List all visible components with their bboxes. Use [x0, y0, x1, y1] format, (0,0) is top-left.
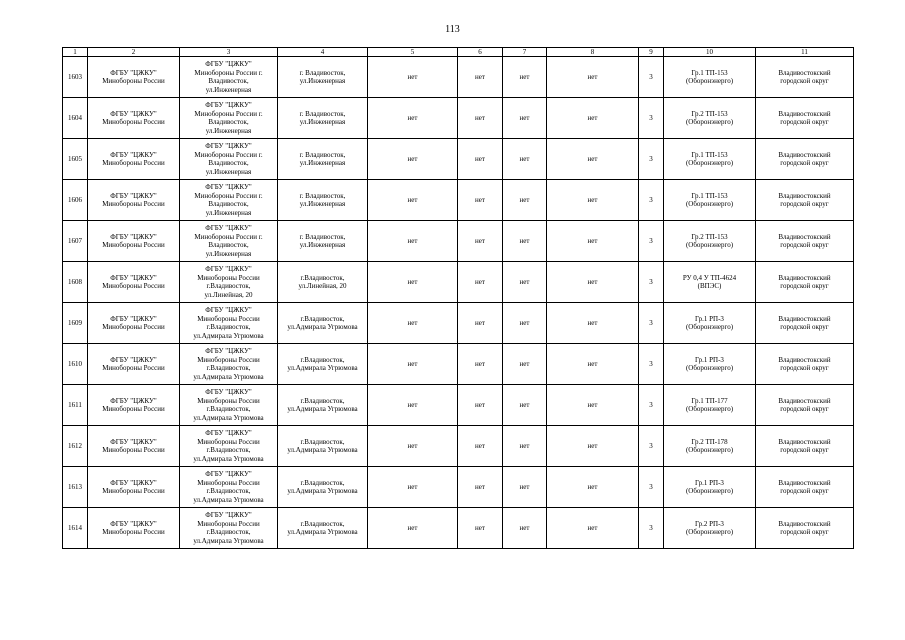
col6-cell	[458, 180, 503, 221]
col9-text: 3	[649, 113, 653, 122]
col9-cell	[639, 508, 664, 549]
row-number-text: 1607	[68, 236, 82, 245]
address-cell	[278, 344, 368, 385]
col7-text: нет	[519, 400, 530, 409]
district-cell	[756, 262, 854, 303]
district-cell	[756, 385, 854, 426]
col5-cell	[368, 180, 458, 221]
col5-cell	[368, 426, 458, 467]
organization-text: ФГБУ "ЦЖКУ" Минобороны России	[102, 191, 165, 208]
address-text: г.Владивосток, ул.Адмирала Угрюмова	[287, 396, 358, 413]
col7-text: нет	[519, 523, 530, 532]
power-source-cell	[664, 57, 756, 98]
address-text: г. Владивосток, ул.Инженерная	[299, 150, 346, 167]
col9-text: 3	[649, 441, 653, 450]
address-cell	[278, 221, 368, 262]
column-header: 6	[458, 48, 503, 57]
row-number-text: 1614	[68, 523, 82, 532]
col5-text: нет	[407, 400, 418, 409]
power-source-cell	[664, 262, 756, 303]
table-row	[63, 139, 854, 180]
address-text: г.Владивосток, ул.Адмирала Угрюмова	[287, 355, 358, 372]
col8-text: нет	[587, 236, 598, 245]
col8-cell	[547, 98, 639, 139]
col5-text: нет	[407, 359, 418, 368]
col7-text: нет	[519, 482, 530, 491]
address-text: г.Владивосток, ул.Адмирала Угрюмова	[287, 519, 358, 536]
power-source-text: Гр.2 ТП-153 (Оборонэнерго)	[685, 109, 734, 126]
col6-cell	[458, 139, 503, 180]
col8-cell	[547, 57, 639, 98]
col6-text: нет	[475, 113, 485, 122]
address-cell	[278, 57, 368, 98]
col9-text: 3	[649, 359, 653, 368]
table-row	[63, 467, 854, 508]
address-text: г. Владивосток, ул.Инженерная	[299, 68, 346, 85]
owner-cell	[180, 344, 278, 385]
organization-text: ФГБУ "ЦЖКУ" Минобороны России	[102, 232, 165, 249]
district-text: Владивостокский городской округ	[778, 355, 831, 372]
row-number-text: 1606	[68, 195, 82, 204]
district-cell	[756, 303, 854, 344]
col5-text: нет	[407, 154, 418, 163]
col8-text: нет	[587, 195, 598, 204]
col9-text: 3	[649, 318, 653, 327]
power-source-text: Гр.1 ТП-153 (Оборонэнерго)	[685, 68, 734, 85]
power-source-text: Гр.2 ТП-178 (Оборонэнерго)	[685, 437, 734, 454]
column-header: 8	[547, 48, 639, 57]
col8-text: нет	[587, 154, 598, 163]
col5-cell	[368, 344, 458, 385]
owner-cell	[180, 139, 278, 180]
col9-cell	[639, 385, 664, 426]
district-text: Владивостокский городской округ	[778, 396, 831, 413]
owner-text: ФГБУ "ЦЖКУ" Минобороны России г.Владивосток, ул.Адмирала Угрюмова	[193, 470, 264, 504]
owner-text: ФГБУ "ЦЖКУ" Минобороны России г.Владивосток, ул.Адмирала Угрюмова	[193, 388, 264, 422]
power-source-text: Гр.1 РП-3 (Оборонэнерго)	[685, 478, 734, 495]
owner-text: ФГБУ "ЦЖКУ" Минобороны России г.Владивосток, ул.Адмирала Угрюмова	[193, 347, 264, 381]
power-source-text: Гр.1 ТП-153 (Оборонэнерго)	[685, 150, 734, 167]
power-source-text: Гр.1 ТП-177 (Оборонэнерго)	[685, 396, 734, 413]
power-source-cell	[664, 467, 756, 508]
col7-text: нет	[519, 318, 530, 327]
col8-text: нет	[587, 359, 598, 368]
col6-text: нет	[475, 195, 485, 204]
col9-text: 3	[649, 72, 653, 81]
column-header: 2	[88, 48, 180, 57]
district-text: Владивостокский городской округ	[778, 109, 831, 126]
district-text: Владивостокский городской округ	[778, 273, 831, 290]
power-source-cell	[664, 98, 756, 139]
col7-cell	[503, 385, 547, 426]
row-number-cell	[63, 385, 88, 426]
column-header: 9	[639, 48, 664, 57]
col9-cell	[639, 303, 664, 344]
owner-cell	[180, 303, 278, 344]
row-number-text: 1605	[68, 154, 82, 163]
power-source-text: РУ 0,4 У ТП-4624 (ВПЭС)	[682, 273, 737, 290]
column-header: 1	[63, 48, 88, 57]
table-row	[63, 303, 854, 344]
organization-cell	[88, 139, 180, 180]
col9-cell	[639, 467, 664, 508]
col6-cell	[458, 344, 503, 385]
owner-cell	[180, 98, 278, 139]
power-source-text: Гр.2 ТП-153 (Оборонэнерго)	[685, 232, 734, 249]
organization-text: ФГБУ "ЦЖКУ" Минобороны России	[102, 396, 165, 413]
col5-cell	[368, 221, 458, 262]
organization-cell	[88, 180, 180, 221]
row-number-cell	[63, 303, 88, 344]
col7-cell	[503, 467, 547, 508]
col5-cell	[368, 467, 458, 508]
col7-text: нет	[519, 154, 530, 163]
row-number-cell	[63, 467, 88, 508]
district-text: Владивостокский городской округ	[778, 437, 831, 454]
col5-cell	[368, 262, 458, 303]
col7-text: нет	[519, 236, 530, 245]
address-text: г.Владивосток, ул.Адмирала Угрюмова	[287, 437, 358, 454]
registry-table	[62, 47, 854, 549]
col7-cell	[503, 262, 547, 303]
col6-text: нет	[475, 72, 485, 81]
col5-text: нет	[407, 236, 418, 245]
power-source-cell	[664, 180, 756, 221]
row-number-cell	[63, 57, 88, 98]
organization-cell	[88, 344, 180, 385]
row-number-cell	[63, 139, 88, 180]
col6-cell	[458, 385, 503, 426]
col9-cell	[639, 262, 664, 303]
row-number-text: 1612	[68, 441, 82, 450]
power-source-cell	[664, 139, 756, 180]
col9-text: 3	[649, 400, 653, 409]
col6-cell	[458, 98, 503, 139]
col9-cell	[639, 426, 664, 467]
col6-text: нет	[475, 441, 485, 450]
table-body	[63, 57, 854, 549]
organization-text: ФГБУ "ЦЖКУ" Минобороны России	[102, 355, 165, 372]
col8-cell	[547, 344, 639, 385]
col9-cell	[639, 221, 664, 262]
district-text: Владивостокский городской округ	[778, 68, 831, 85]
owner-text: ФГБУ "ЦЖКУ" Минобороны России г. Владивосток, ул.Инженерная	[194, 101, 263, 135]
col8-text: нет	[587, 400, 598, 409]
owner-text: ФГБУ "ЦЖКУ" Минобороны России г. Владивосток, ул.Инженерная	[194, 183, 263, 217]
col7-cell	[503, 57, 547, 98]
address-cell	[278, 508, 368, 549]
column-header: 10	[664, 48, 756, 57]
col8-cell	[547, 262, 639, 303]
col9-text: 3	[649, 482, 653, 491]
col7-cell	[503, 180, 547, 221]
district-text: Владивостокский городской округ	[778, 191, 831, 208]
power-source-cell	[664, 344, 756, 385]
col6-cell	[458, 467, 503, 508]
col6-cell	[458, 221, 503, 262]
col8-text: нет	[587, 277, 598, 286]
district-cell	[756, 180, 854, 221]
address-cell	[278, 426, 368, 467]
district-text: Владивостокский городской округ	[778, 478, 831, 495]
organization-text: ФГБУ "ЦЖКУ" Минобороны России	[102, 109, 165, 126]
col5-cell	[368, 303, 458, 344]
district-cell	[756, 467, 854, 508]
owner-cell	[180, 426, 278, 467]
table-row	[63, 221, 854, 262]
power-source-text: Гр.1 РП-3 (Оборонэнерго)	[685, 355, 734, 372]
col8-text: нет	[587, 482, 598, 491]
district-text: Владивостокский городской округ	[778, 150, 831, 167]
owner-cell	[180, 180, 278, 221]
col8-text: нет	[587, 523, 598, 532]
col7-text: нет	[519, 113, 530, 122]
power-source-text: Гр.2 РП-3 (Оборонэнерго)	[685, 519, 734, 536]
col7-cell	[503, 98, 547, 139]
col8-cell	[547, 508, 639, 549]
col8-text: нет	[587, 441, 598, 450]
address-cell	[278, 180, 368, 221]
district-cell	[756, 221, 854, 262]
col9-cell	[639, 139, 664, 180]
row-number-text: 1603	[68, 72, 82, 81]
col5-text: нет	[407, 195, 418, 204]
col9-cell	[639, 57, 664, 98]
col9-text: 3	[649, 523, 653, 532]
col8-cell	[547, 426, 639, 467]
col7-text: нет	[519, 72, 530, 81]
row-number-text: 1613	[68, 482, 82, 491]
col5-cell	[368, 385, 458, 426]
table-row	[63, 262, 854, 303]
owner-cell	[180, 57, 278, 98]
col7-cell	[503, 139, 547, 180]
col5-cell	[368, 508, 458, 549]
col7-cell	[503, 221, 547, 262]
col6-cell	[458, 426, 503, 467]
address-cell	[278, 385, 368, 426]
address-cell	[278, 262, 368, 303]
col5-text: нет	[407, 318, 418, 327]
owner-cell	[180, 262, 278, 303]
col6-text: нет	[475, 400, 485, 409]
col7-cell	[503, 508, 547, 549]
organization-cell	[88, 303, 180, 344]
col5-cell	[368, 139, 458, 180]
organization-cell	[88, 262, 180, 303]
col6-text: нет	[475, 236, 485, 245]
col6-text: нет	[475, 277, 485, 286]
col5-cell	[368, 98, 458, 139]
col5-text: нет	[407, 277, 418, 286]
owner-text: ФГБУ "ЦЖКУ" Минобороны России г. Владивосток, ул.Инженерная	[194, 224, 263, 258]
district-cell	[756, 57, 854, 98]
power-source-cell	[664, 303, 756, 344]
owner-text: ФГБУ "ЦЖКУ" Минобороны России г.Владивосток, ул.Адмирала Угрюмова	[193, 429, 264, 463]
col8-cell	[547, 180, 639, 221]
owner-cell	[180, 385, 278, 426]
column-header: 7	[503, 48, 547, 57]
power-source-text: Гр.1 РП-3 (Оборонэнерго)	[685, 314, 734, 331]
column-header: 3	[180, 48, 278, 57]
col5-cell	[368, 57, 458, 98]
district-text: Владивостокский городской округ	[778, 232, 831, 249]
col6-text: нет	[475, 318, 485, 327]
row-number-text: 1610	[68, 359, 82, 368]
col6-cell	[458, 57, 503, 98]
address-cell	[278, 98, 368, 139]
col8-text: нет	[587, 113, 598, 122]
row-number-text: 1611	[68, 400, 82, 409]
column-header: 11	[756, 48, 854, 57]
address-text: г.Владивосток, ул.Адмирала Угрюмова	[287, 314, 358, 331]
power-source-cell	[664, 426, 756, 467]
col8-cell	[547, 303, 639, 344]
organization-cell	[88, 98, 180, 139]
organization-text: ФГБУ "ЦЖКУ" Минобороны России	[102, 273, 165, 290]
col6-text: нет	[475, 359, 485, 368]
district-cell	[756, 98, 854, 139]
col8-text: нет	[587, 318, 598, 327]
header-row	[63, 48, 854, 57]
owner-text: ФГБУ "ЦЖКУ" Минобороны России г.Владивосток, ул.Адмирала Угрюмова	[193, 306, 264, 340]
organization-text: ФГБУ "ЦЖКУ" Минобороны России	[102, 150, 165, 167]
address-text: г. Владивосток, ул.Инженерная	[299, 232, 346, 249]
col8-cell	[547, 385, 639, 426]
row-number-cell	[63, 262, 88, 303]
row-number-text: 1604	[68, 113, 82, 122]
organization-cell	[88, 57, 180, 98]
col7-cell	[503, 303, 547, 344]
district-text: Владивостокский городской округ	[778, 519, 831, 536]
organization-cell	[88, 426, 180, 467]
power-source-cell	[664, 385, 756, 426]
col5-text: нет	[407, 482, 418, 491]
col5-text: нет	[407, 113, 418, 122]
row-number-cell	[63, 180, 88, 221]
address-cell	[278, 139, 368, 180]
col8-cell	[547, 139, 639, 180]
owner-text: ФГБУ "ЦЖКУ" Минобороны России г. Владивосток, ул.Инженерная	[194, 60, 263, 94]
col5-text: нет	[407, 441, 418, 450]
row-number-cell	[63, 426, 88, 467]
col9-text: 3	[649, 277, 653, 286]
district-cell	[756, 139, 854, 180]
organization-cell	[88, 385, 180, 426]
organization-text: ФГБУ "ЦЖКУ" Минобороны России	[102, 519, 165, 536]
table-row	[63, 180, 854, 221]
col9-cell	[639, 344, 664, 385]
address-cell	[278, 303, 368, 344]
organization-cell	[88, 467, 180, 508]
address-text: г.Владивосток, ул.Адмирала Угрюмова	[287, 478, 358, 495]
owner-text: ФГБУ "ЦЖКУ" Минобороны России г.Владивосток, ул.Линейная, 20	[197, 265, 260, 299]
owner-text: ФГБУ "ЦЖКУ" Минобороны России г.Владивосток, ул.Адмирала Угрюмова	[193, 511, 264, 545]
table-row	[63, 344, 854, 385]
col7-text: нет	[519, 277, 530, 286]
column-header: 4	[278, 48, 368, 57]
col9-cell	[639, 180, 664, 221]
address-cell	[278, 467, 368, 508]
col9-text: 3	[649, 236, 653, 245]
organization-text: ФГБУ "ЦЖКУ" Минобороны России	[102, 68, 165, 85]
address-text: г. Владивосток, ул.Инженерная	[299, 191, 346, 208]
row-number-cell	[63, 508, 88, 549]
col8-text: нет	[587, 72, 598, 81]
col6-cell	[458, 508, 503, 549]
col6-text: нет	[475, 523, 485, 532]
organization-text: ФГБУ "ЦЖКУ" Минобороны России	[102, 478, 165, 495]
owner-text: ФГБУ "ЦЖКУ" Минобороны России г. Владивосток, ул.Инженерная	[194, 142, 263, 176]
column-header: 5	[368, 48, 458, 57]
col9-cell	[639, 98, 664, 139]
organization-text: ФГБУ "ЦЖКУ" Минобороны России	[102, 437, 165, 454]
col9-text: 3	[649, 195, 653, 204]
organization-cell	[88, 508, 180, 549]
address-text: г. Владивосток, ул.Инженерная	[299, 109, 346, 126]
col5-text: нет	[407, 523, 418, 532]
col8-cell	[547, 221, 639, 262]
col7-text: нет	[519, 441, 530, 450]
row-number-cell	[63, 98, 88, 139]
table-row	[63, 98, 854, 139]
row-number-text: 1608	[68, 277, 82, 286]
table-row	[63, 508, 854, 549]
address-text: г.Владивосток, ул.Линейная, 20	[298, 273, 347, 290]
col6-cell	[458, 262, 503, 303]
col9-text: 3	[649, 154, 653, 163]
power-source-cell	[664, 221, 756, 262]
col5-text: нет	[407, 72, 418, 81]
col7-cell	[503, 426, 547, 467]
page-number: 113	[445, 24, 460, 35]
col6-text: нет	[475, 482, 485, 491]
power-source-text: Гр.1 ТП-153 (Оборонэнерго)	[685, 191, 734, 208]
table-header	[63, 48, 854, 57]
col8-cell	[547, 467, 639, 508]
district-cell	[756, 344, 854, 385]
row-number-text: 1609	[68, 318, 82, 327]
table-row	[63, 57, 854, 98]
col7-text: нет	[519, 195, 530, 204]
owner-cell	[180, 508, 278, 549]
row-number-cell	[63, 344, 88, 385]
row-number-cell	[63, 221, 88, 262]
organization-cell	[88, 221, 180, 262]
organization-text: ФГБУ "ЦЖКУ" Минобороны России	[102, 314, 165, 331]
table-row	[63, 426, 854, 467]
district-cell	[756, 508, 854, 549]
table-row	[63, 385, 854, 426]
col7-cell	[503, 344, 547, 385]
col7-text: нет	[519, 359, 530, 368]
power-source-cell	[664, 508, 756, 549]
owner-cell	[180, 467, 278, 508]
district-cell	[756, 426, 854, 467]
col6-cell	[458, 303, 503, 344]
col6-text: нет	[475, 154, 485, 163]
owner-cell	[180, 221, 278, 262]
district-text: Владивостокский городской округ	[778, 314, 831, 331]
